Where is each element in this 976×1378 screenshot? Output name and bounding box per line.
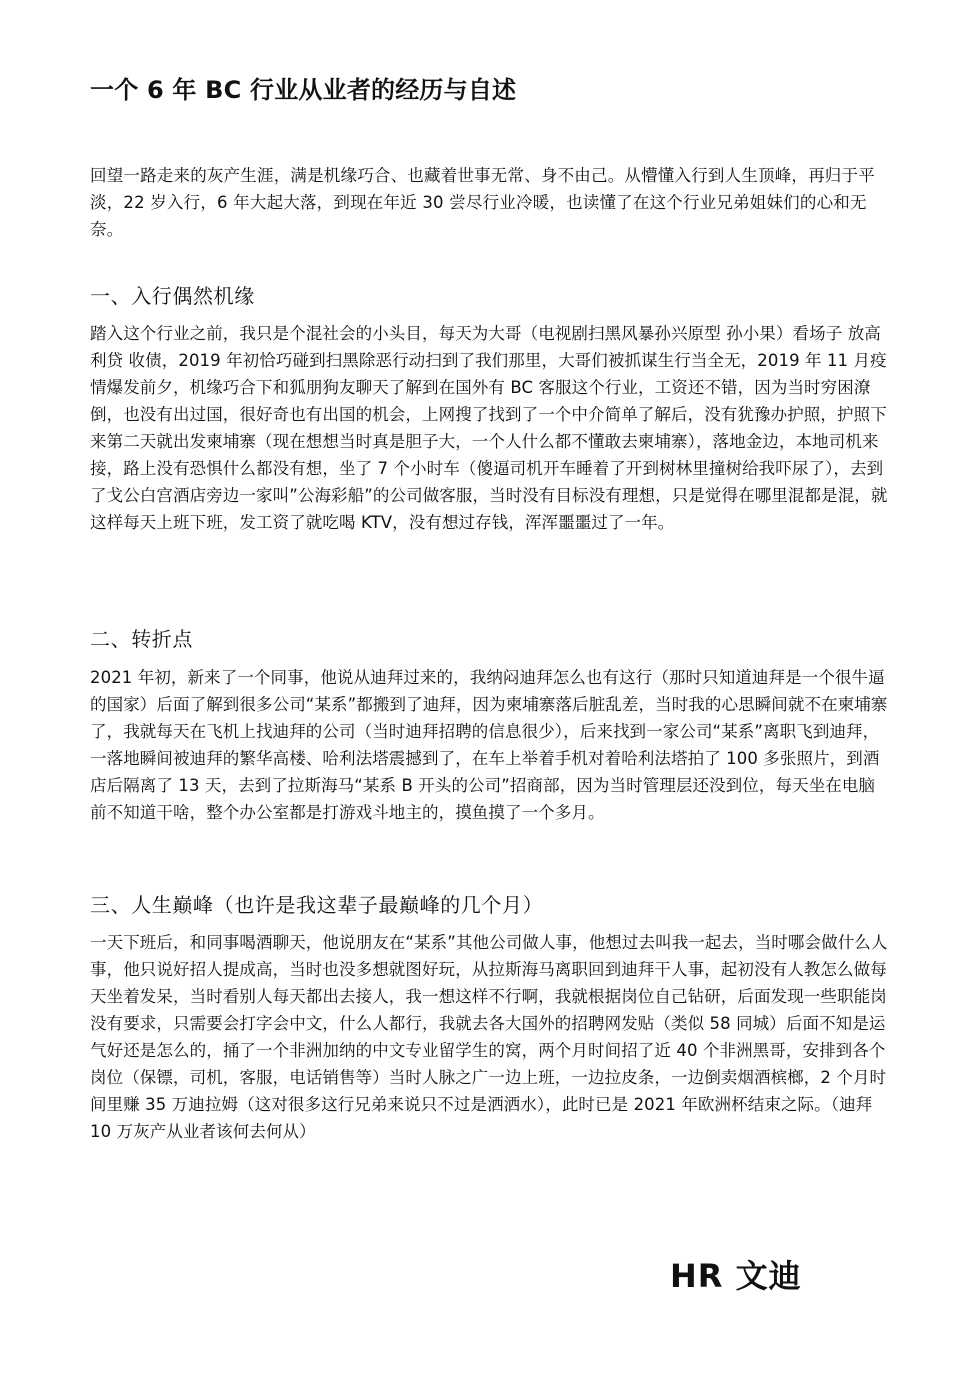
section-paragraph-1: 踏入这个行业之前，我只是个混社会的小头目，每天为大哥（电视剧扫黑风暴孙兴原型 孙小果）看场子 放高利贷 收债，2019 年初恰巧碰到扫黑除恶行动扫到了我们那里，大哥们被抓谋生行当全无，2019 年 11 月疫情爆发前夕，机缘巧合下和狐朋狗友聊天了解到在国外有 BC 客服这个行业，工资还不错，因为当时穷困潦倒，也没有出过国，很好奇也有出国的机会，上网搜了找到了一个中介简单了解后，没有犹豫办护照，护照下来第二天就出发柬埔寨（现在想想当时真是胆子大，一个人什么都不懂敢去柬埔寨），落地金边，本地司机来接，路上没有恐惧什么都没有想，坐了 7 个小时车（傻逼司机开车睡着了开到树林里撞树给我吓尿了），去到了戈公白宫酒店旁边一家叫”公海彩船”的公司做客服，当时没有目标没有理想，只是觉得在哪里混都是混，就这样每天上班下班，发工资了就吃喝 KTV，没有想过存钱，浑浑噩噩过了一年。 (90, 324, 888, 532)
section-heading-3: 三、人生巅峰（也许是我这辈子最巅峰的几个月） (90, 893, 544, 917)
section-paragraph-2: 2021 年初，新来了一个同事，他说从迪拜过来的，我纳闷迪拜怎么也有这行（那时只知道迪拜是一个很牛逼的国家）后面了解到很多公司“某系”都搬到了迪拜，因为柬埔寨落后脏乱差，当时我的心思瞬间就不在柬埔寨了，我就每天在飞机上找迪拜的公司（当时迪拜招聘的信息很少），后来找到一家公司“某系”离职飞到迪拜，一落地瞬间被迪拜的繁华高楼、哈利法塔震撼到了，在车上举着手机对着哈利法塔拍了 100 多张照片，到酒店后隔离了 13 天，去到了拉斯海马“某系 B 开头的公司”招商部，因为当时管理层还没到位，每天坐在电脑前不知道干啥，整个办公室都是打游戏斗地主的，摸鱼摸了一个多月。 (90, 668, 888, 822)
section-paragraph-3: 一天下班后，和同事喝酒聊天，他说朋友在“某系”其他公司做人事，他想过去叫我一起去，当时哪会做什么人事，他只说好招人提成高，当时也没多想就图好玩，从拉斯海马离职回到迪拜干人事，起初没有人教怎么做每天坐着发呆，当时看别人每天都出去接人，我一想这样不行啊，我就根据岗位自己钻研，后面发现一些职能岗没有要求，只需要会打字会中文，什么人都行，我就去各大国外的招聘网发贴（类似 58 同城）后面不知是运气好还是怎么的，捅了一个非洲加纳的中文专业留学生的窝，两个月时间招了近 40 个非洲黑哥，安排到各个岗位（保镖，司机，客服，电话销售等）当时人脉之广一边上班，一边拉皮条，一边倒卖烟酒槟榔，2 个月时间里赚 35 万迪拉姆（这对很多这行兄弟来说只不过是洒洒水），此时已是 2021 年欧洲杯结束之际。（迪拜 10 万灰产从业者该何去何从） (90, 933, 888, 1141)
intro-paragraph: 回望一路走来的灰产生涯，满是机缘巧合、也藏着世事无常、身不由己。从懵懂入行到人生顶峰，再归于平淡，22 岁入行，6 年大起大落，到现在年近 30 尝尽行业冷暖，也读懂了在这个行业兄弟姐妹们的心和无奈。 (90, 166, 875, 239)
section-heading-2: 二、转折点 (90, 627, 193, 651)
author-signature: HR 文迪 (670, 1257, 802, 1295)
section-heading-1: 一、入行偶然机缘 (90, 284, 255, 308)
document-title: 一个 6 年 BC 行业从业者的经历与自述 (90, 76, 517, 104)
